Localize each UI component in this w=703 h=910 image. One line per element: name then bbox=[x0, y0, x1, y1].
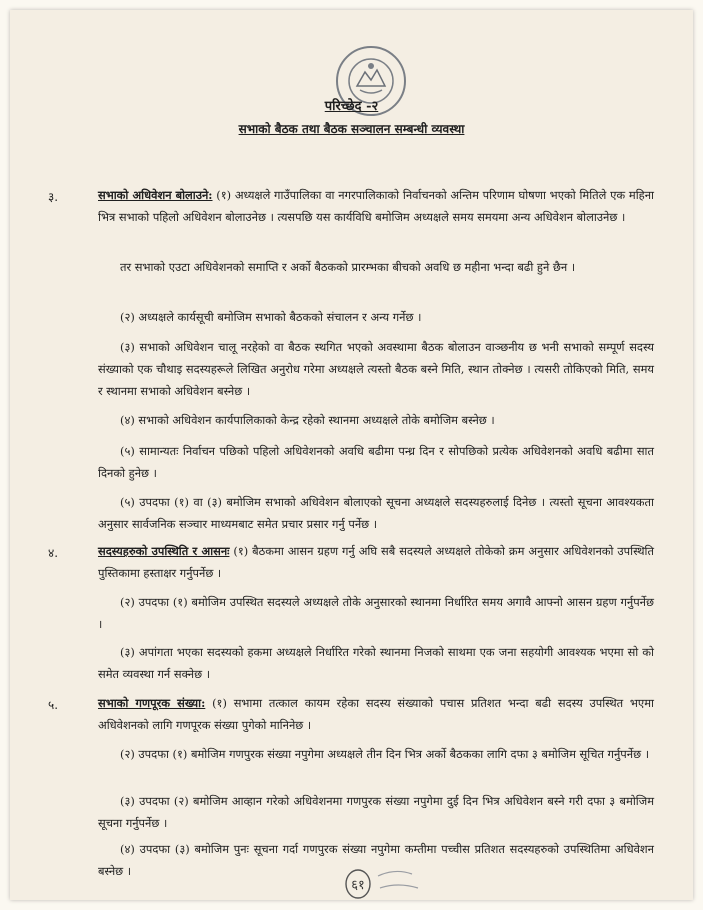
paragraph: (५) सामान्यतः निर्वाचन पछिको पहिलो अधिवेशनको अवधि बढीमा पन्ध्र दिन र सोपछिको प्रत्येक अधिवेशनको अवधि बढीमा सात दिनको हुनेछ । bbox=[98, 444, 654, 480]
paragraph: (४) सभाको अधिवेशन कार्यपालिकाको केन्द्र रहेको स्थानमा अध्यक्षले तोके बमोजिम बस्नेछ । bbox=[120, 413, 495, 427]
paragraph: (२) अध्यक्षले कार्यसूची बमोजिम सभाको बैठकको संचालन र अन्य गर्नेछ । bbox=[120, 310, 422, 324]
section-number: ३. bbox=[48, 190, 59, 204]
document-page bbox=[10, 10, 693, 900]
section-title: सभाको गणपूरक संख्या: bbox=[98, 696, 206, 710]
section-title: सभाको अधिवेशन बोलाउने: bbox=[98, 188, 213, 202]
section-lead-text: (१) अध्यक्षले गाउँपालिका वा नगरपालिकाको निर्वाचनको अन्तिम परिणाम घोषणा भएको मितिले एक महिना भित्र सभाको पहिलो अधिवेशन बोलाउनेछ । त्यसपछि यस कार्यविधि बमोजिम अध्यक्षले समय समयमा अन्य अधिवेशन बोलाउनेछ । bbox=[98, 188, 654, 224]
paragraph: (२) उपदफा (१) बमोजिम उपस्थित सदस्यले अध्यक्षले तोके अनुसारको स्थानमा निर्धारित समय अगावै आफ्नो आसन ग्रहण गर्नुपर्नेछ । bbox=[98, 595, 654, 631]
section-number: ४. bbox=[48, 546, 59, 560]
paragraph: (३) अपांगता भएका सदस्यको हकमा अध्यक्षले निर्धारित गरेको स्थानमा निजको साथमा एक जना सहयोगी आवश्यक भएमा सो को समेत व्यवस्था गर्न सक्नेछ । bbox=[98, 645, 654, 681]
paragraph: (३) उपदफा (२) बमोजिम आव्हान गरेको अधिवेशनमा गणपुरक संख्या नपुगेमा दुई दिन भित्र अधिवेशन बस्ने गरी दफा ३ बमोजिम सूचना गर्नुपर्नेछ । bbox=[98, 794, 654, 830]
section-title: सदस्यहरुको उपस्थिति र आसनः bbox=[98, 544, 230, 558]
section-lead-paragraph bbox=[98, 540, 654, 584]
page-number: ६१ bbox=[351, 878, 365, 893]
paragraph: (२) उपदफा (१) बमोजिम गणपुरक संख्या नपुगेमा अध्यक्षले तीन दिन भित्र अर्को बैठकका लागि दफा ३ बमोजिम सूचित गर्नुपर्नेछ । bbox=[120, 747, 650, 761]
paragraph: तर सभाको एउटा अधिवेशनको समाप्ति र अर्को बैठकको प्रारम्भका बीचको अवधि छ महीना भन्दा बढी हुने छैन । bbox=[120, 260, 576, 274]
paragraph: (५) उपदफा (१) वा (३) बमोजिम सभाको अधिवेशन बोलाएको सूचना अध्यक्षले सदस्यहरुलाई दिनेछ । त्यस्तो सूचना आवश्यकता अनुसार सार्वजनिक सञ्चार माध्यमबाट समेत प्रचार प्रसार गर्नु पर्नेछ । bbox=[98, 495, 654, 531]
chapter-subtitle: सभाको बैठक तथा बैठक सञ्चालन सम्बन्धी व्यवस्था bbox=[238, 122, 465, 136]
paragraph: (३) सभाको अधिवेशन चालू नरहेको वा बैठक स्थगित भएको अवस्थामा बैठक बोलाउन वाञ्छनीय छ भनी सभाको सम्पूर्ण सदस्य संख्याको एक चौथाइ सदस्यहरूले लिखित अनुरोध गरेमा अध्यक्षले त्यस्तो बैठक बस्ने मिति, स्थान तोक्नेछ । त्यसरी तोकिएको मिति, समय र स्थानमा सभाको अधिवेशन बस्नेछ । bbox=[98, 340, 654, 398]
chapter-heading: परिच्छेद -२ bbox=[324, 99, 379, 114]
section-lead-paragraph bbox=[98, 692, 654, 736]
page-number-stamp bbox=[340, 862, 430, 900]
section-number: ५. bbox=[48, 698, 59, 712]
section-lead-text: (१) बैठकमा आसन ग्रहण गर्नु अघि सबै सदस्यले अध्यक्षले तोकेको क्रम अनुसार अधिवेशनको उपस्थिति पुस्तिकामा हस्ताक्षर गर्नुपर्नेछ । bbox=[98, 544, 655, 580]
paragraph: (४) उपदफा (३) बमोजिम पुनः सूचना गर्दा गणपुरक संख्या नपुगेमा कम्तीमा पच्चीस प्रतिशत सदस्यहरुको उपस्थितिमा अधिवेशन बस्नेछ । bbox=[98, 842, 654, 878]
section-lead-text: (१) सभामा तत्काल कायम रहेका सदस्य संख्याको पचास प्रतिशत भन्दा बढी सदस्य उपस्थित भएमा अधिवेशनको लागि गणपूरक संख्या पुगेको मानिनेछ । bbox=[98, 696, 654, 732]
section-lead-paragraph bbox=[98, 184, 654, 228]
